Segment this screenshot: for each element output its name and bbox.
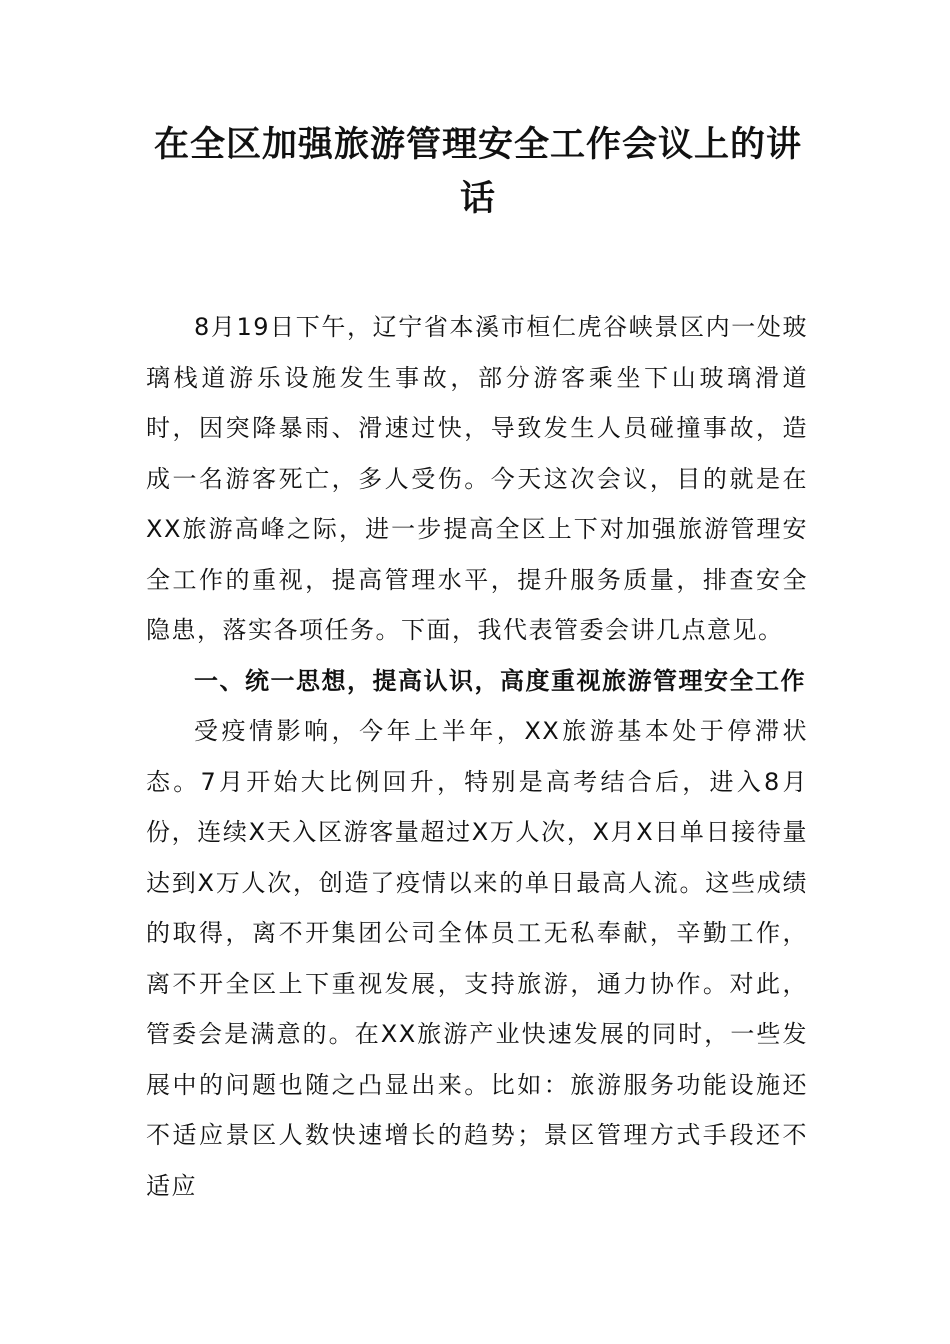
- document-body: [146, 302, 808, 1211]
- section-1-paragraph: 受疫情影响，今年上半年，XX旅游基本处于停滞状态。7月开始大比例回升，特别是高考结合后，进入8月份，连续X天入区游客量超过X万人次，X月X日单日接待量达到X万人次，创造了疫情以来的单日最高人流。这些成绩的取得，离不开集团公司全体员工无私奉献，辛勤工作，离不开全区上下重视发展，支持旅游，通力协作。对此，管委会是满意的。在XX旅游产业快速发展的同时，一些发展中的问题也随之凸显出来。比如：旅游服务功能设施还不适应景区人数快速增长的趋势；景区管理方式手段还不适应: [146, 717, 808, 1200]
- section-heading-1: 一、统一思想，提高认识，高度重视旅游管理安全工作: [194, 666, 806, 695]
- document-title: 在全区加强旅游管理安全工作会议上的讲话: [153, 124, 802, 219]
- intro-paragraph: 8月19日下午，辽宁省本溪市桓仁虎谷峡景区内一处玻璃栈道游乐设施发生事故，部分游客乘坐下山玻璃滑道时，因突降暴雨、滑速过快，导致发生人员碰撞事故，造成一名游客死亡，多人受伤。今天这次会议，目的就是在XX旅游高峰之际，进一步提高全区上下对加强旅游管理安全工作的重视，提高管理水平，提升服务质量，排查安全隐患，落实各项任务。下面，我代表管委会讲几点意见。: [146, 313, 808, 644]
